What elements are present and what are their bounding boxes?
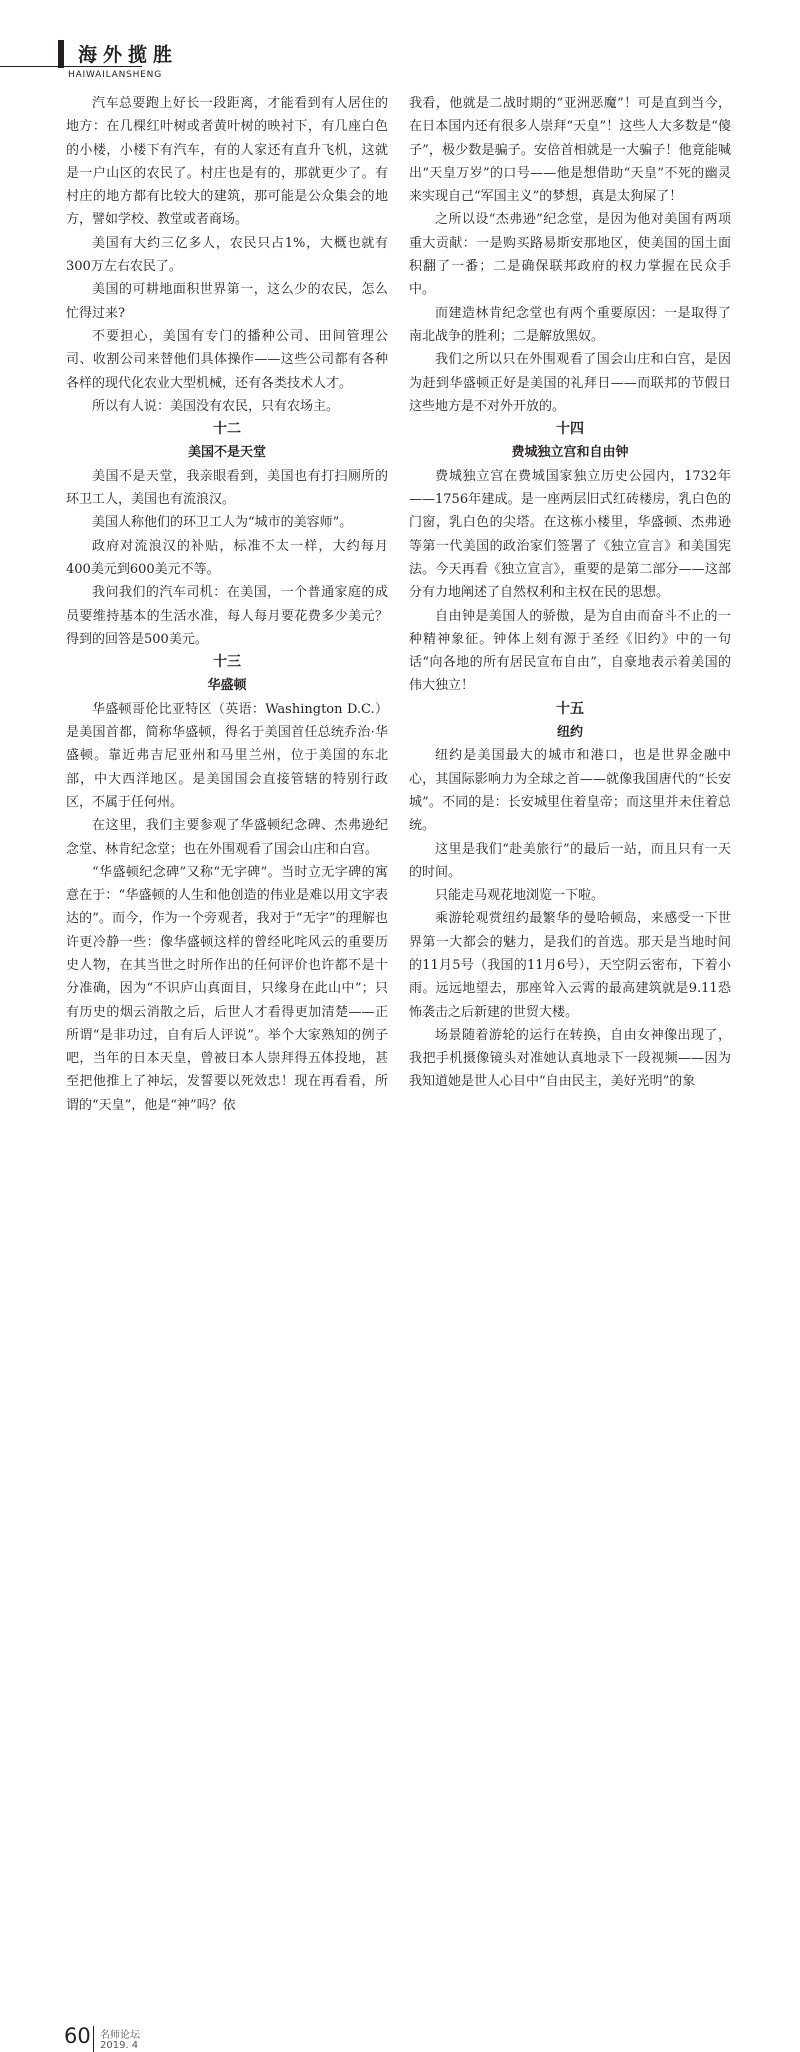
paragraph: 美国人称他们的环卫工人为“城市的美容师”。 [92,515,353,531]
section-number-12: 十二 [213,421,241,438]
paragraph: 汽车总要跑上好长一段距离，才能看到有人居住的地方：在几棵红叶树或者黄叶树的映衬下，有几座白色的小楼，小楼下有汽车，有的人家还有直升飞机，这就是一户山区的农民了。村庄也是有的，那就更少了。有村庄的地方都有比较大的建筑，那可能是公众集会的地方，譬如学校、教堂或者商场。 [66,96,388,228]
page-number: 60 [64,2024,91,2048]
paragraph: 自由钟是美国人的骄傲，是为自由而奋斗不止的一种精神象征。钟体上刻有源于圣经《旧约》中的一句话“向各地的所有居民宣布自由”，自豪地表示着美国的伟大独立！ [409,608,731,694]
header-rule [0,66,142,67]
paragraph: 不要担心，美国有专门的播种公司、田间管理公司、收割公司来替他们具体操作——这些公司都有各种各样的现代化农业大型机械，还有各类技术人才。 [66,328,388,391]
section-pinyin: HAIWAILANSHENG [68,70,162,80]
paragraph: 乘游轮观赏纽约最繁华的曼哈顿岛，来感受一下世界第一大都会的魅力，是我们的首选。那天是当地时间的11月5号（我国的11月6号），天空阴云密布，下着小雨。远远地望去，那座耸入云霄的最高建筑就是9.11恐怖袭击之后新建的世贸大楼。 [409,911,731,1020]
section-heading-14: 费城独立宫和自由钟 [511,445,629,461]
paragraph: 华盛顿哥伦比亚特区（英语：Washington D.C.）是美国首都，简称华盛顿，得名于美国首任总统乔治·华盛顿。靠近弗吉尼亚州和马里兰州，位于美国的东北部，中大西洋地区。是美国国会直接管辖的特别行政区，不属于任何州。 [66,701,388,810]
paragraph: 美国的可耕地面积世界第一，这么少的农民，怎么忙得过来? [66,282,388,321]
paragraph: 我看，他就是二战时期的“亚洲恶魔”！可是直到当今，在日本国内还有很多人崇拜“天皇”！这些人大多数是“傻子”，极少数是骗子。安倍首相就是一大骗子！他竟能喊出“天皇万岁”的口号——他是想借助“天皇”不死的幽灵来实现自己“军国主义”的梦想，真是太狗屎了！ [409,96,731,205]
header-accent-bar [58,40,64,68]
paragraph: 场景随着游轮的运行在转换，自由女神像出现了，我把手机摄像镜头对准她认真地录下一段视频——因为我知道她是世人心目中“自由民主，美好光明”的象 [409,1027,731,1090]
paragraph: 这里是我们“赴美旅行”的最后一站，而且只有一天的时间。 [409,841,731,880]
paragraph: 纽约是美国最大的城市和港口，也是世界金融中心，其国际影响力为全球之首——就像我国唐代的“长安城”。不同的是：长安城里住着皇帝；而这里并未住着总统。 [409,748,731,834]
paragraph: 所以有人说：美国没有农民，只有农场主。 [92,398,340,414]
paragraph: 只能走马观花地浏览一下啦。 [435,888,605,904]
section-number-13: 十三 [213,654,241,671]
paragraph: 政府对流浪汉的补贴，标准不太一样，大约每月400美元到600美元不等。 [66,538,388,577]
section-number-14: 十四 [556,421,584,438]
paragraph: 我问我们的汽车司机：在美国，一个普通家庭的成员要维持基本的生活水准，每人每月要花费多少美元？得到的回答是500美元。 [66,585,388,647]
right-column [409,92,731,1094]
paragraph: 美国不是天堂，我亲眼看到，美国也有打扫厕所的环卫工人，美国也有流浪汉。 [66,468,388,508]
section-number-15: 十五 [556,700,584,717]
page-footer [0,1010,800,2051]
paragraph: “华盛顿纪念碑”又称“无字碑”。当时立无字碑的寓意在于：“华盛顿的人生和他创造的伟业是难以用文字表达的”。而今，作为一个旁观者，我对于“无字”的理解也许更冷静一些：像华盛顿这样的曾经叱咤风云的重要历史人物，在其当世之时所作出的任何评价也许都不是十分准确，因为“不识庐山真面目，只缘身在此山中”；只有历史的烟云消散之后，后世人才看得更加清楚——正所谓“是非功过，自有后人评说”。举个大家熟知的例子吧，当年的日本天皇，曾被日本人崇拜得五体投地，甚至把他推上了神坛，发誓要以死效忠！现在再看看，所谓的“天皇”，他是“神”吗？依 [66,864,388,1113]
section-heading-15: 纽约 [556,725,583,741]
section-heading-12: 美国不是天堂 [187,445,266,461]
issue-date: 2019. 4 [100,2040,139,2051]
magazine-name: 名师论坛 [100,2030,140,2041]
page-header [0,0,800,92]
paragraph: 在这里，我们主要参观了华盛顿纪念碑、杰弗逊纪念堂、林肯纪念堂；也在外围观看了国会山庄和白宫。 [66,818,388,857]
paragraph: 我们之所以只在外围观看了国会山庄和白宫，是因为赶到华盛顿正好是美国的礼拜日——而联邦的节假日这些地方是不对外开放的。 [409,352,731,414]
section-title: 海外揽胜 [78,44,179,66]
section-heading-13: 华盛顿 [207,678,247,694]
footer-divider [93,2026,94,2052]
paragraph: 之所以设“杰弗逊”纪念堂，是因为他对美国有两项重大贡献：一是购买路易斯安那地区，使美国的国土面积翻了一番；二是确保联邦政府的权力掌握在民众手中。 [409,212,731,298]
paragraph: 美国有大约三亿多人，农民只占1%，大概也就有300万左右农民了。 [66,235,388,275]
paragraph: 费城独立宫在费城国家独立历史公园内，1732年——1756年建成。是一座两层旧式红砖楼房，乳白色的门窗，乳白色的尖塔。在这栋小楼里，华盛顿、杰弗逊等第一代美国的政治家们签署了《独立宣言》和美国宪法。今天再看《独立宣言》，重要的是第二部分——这部分有力地阐述了自然权利和主权在民的思想。 [409,468,731,601]
left-column [66,92,388,1117]
paragraph: 而建造林肯纪念堂也有两个重要原因：一是取得了南北战争的胜利；二是解放黑奴。 [409,305,731,344]
